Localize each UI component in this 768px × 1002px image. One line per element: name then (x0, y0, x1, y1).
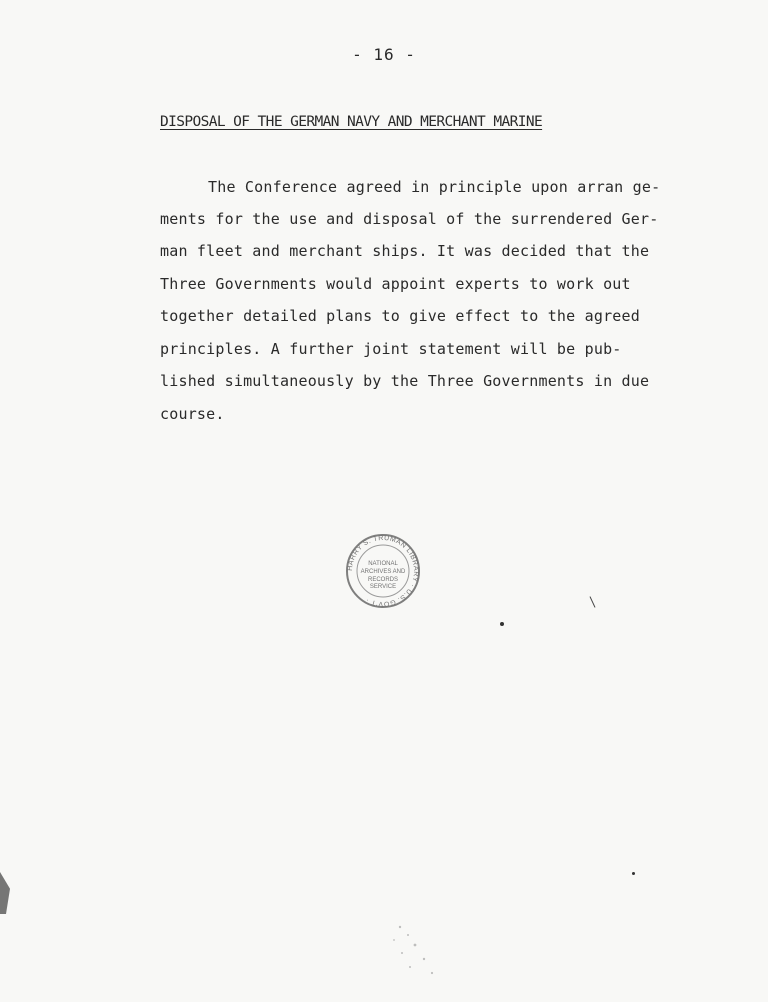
paragraph-line-1: The Conference agreed in principle upon arran ge- (208, 178, 661, 196)
scan-mark (590, 596, 596, 607)
edge-mark (0, 872, 10, 914)
paragraph-line-4: Three Governments would appoint experts to work out (160, 275, 631, 293)
svg-text:SERVICE: SERVICE (369, 584, 397, 590)
svg-text:HARRY S. TRUMAN LIBRARY · U.S.: HARRY S. TRUMAN LIBRARY · U.S. GOV'T · (346, 534, 420, 608)
scan-speck (632, 872, 635, 875)
paragraph-line-5: together detailed plans to give effect to the agreed (160, 307, 640, 325)
paragraph-line-2: ments for the use and disposal of the surrendered Ger- (160, 210, 659, 228)
paragraph-line-7: lished simultaneously by the Three Governments in due (160, 372, 650, 390)
svg-text:NATIONAL: NATIONAL (368, 561, 398, 567)
paragraph-line-8: course. (160, 405, 225, 423)
paragraph-line-3: man fleet and merchant ships. It was decided that the (160, 242, 650, 260)
scan-smudge (380, 915, 460, 985)
scan-speck (500, 622, 504, 626)
svg-text:RECORDS: RECORDS (367, 577, 399, 583)
paragraph-line-6: principles. A further joint statement will be pub- (160, 340, 622, 358)
svg-text:ARCHIVES AND: ARCHIVES AND (360, 569, 406, 575)
archive-stamp (344, 532, 422, 610)
section-heading: DISPOSAL OF THE GERMAN NAVY AND MERCHANT MARINE (160, 114, 543, 130)
page-number: - 16 - (352, 45, 416, 64)
